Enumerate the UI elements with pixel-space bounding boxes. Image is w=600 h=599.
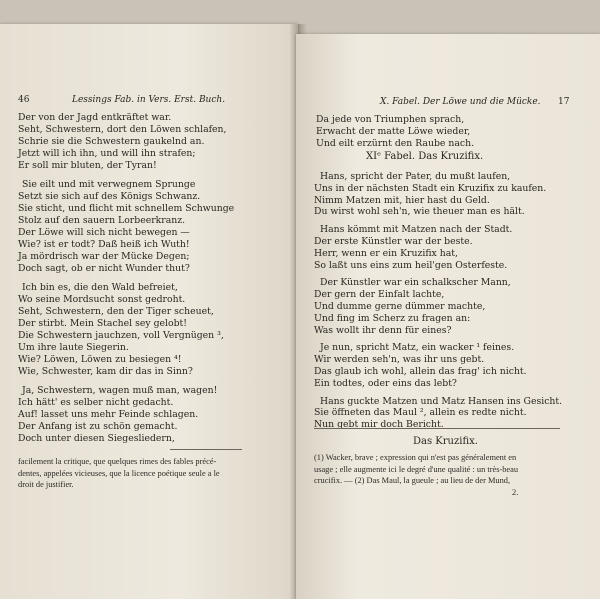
poem-line: Auf! lasset uns mehr Feinde schlagen. <box>18 409 199 420</box>
poem-line: Ja mördrisch war der Mücke Degen; <box>18 251 190 262</box>
poem-line: Und fing im Scherz zu fragen an: <box>314 312 471 324</box>
footnote-line: dentes, appelées vicieuses, que la licence poétique seule a le <box>18 468 220 478</box>
poem-line: Und dumme gerne dümmer machte, <box>314 301 486 312</box>
poem-line: Sie sticht, und flicht mit schnellem Schwunge <box>18 203 235 214</box>
page-number-right: 17 <box>558 97 570 107</box>
poem-line: Der erste Künstler war der beste. <box>314 236 473 247</box>
poem-line: Ja, Schwestern, wagen muß man, wagen! <box>22 385 218 396</box>
poem-line: Der Löwe will sich nicht bewegen — <box>18 227 190 238</box>
poem-line: Jetzt will ich ihn, und will ihn strafen; <box>18 148 196 159</box>
poem-line: Doch unter diesen Siegesliedern, <box>18 433 175 444</box>
left-page <box>0 24 298 599</box>
poem-line: Uns in der nächsten Stadt ein Kruzifix zu kaufen. <box>314 182 547 194</box>
poem-line: Da jede von Triumphen sprach, <box>316 114 465 125</box>
poem-line: Der von der Jagd entkräftet war. <box>18 112 172 123</box>
poem-line: Seht, Schwestern, den der Tiger scheuet, <box>18 306 214 317</box>
poem-line: Herr, wenn er ein Kruzifix hat, <box>314 247 458 259</box>
page-number-left: 46 <box>18 95 30 105</box>
footnote-rule-left <box>170 449 242 450</box>
poem-line: Der gern der Einfalt lachte, <box>314 289 445 301</box>
poem-line: Hans, spricht der Pater, du mußt laufen, <box>320 171 511 182</box>
poem-line: So laßt uns eins zum heil'gen Osterfeste. <box>314 259 508 271</box>
poem-line: Der stirbt. Mein Stachel sey gelobt! <box>18 318 188 329</box>
poem-line: Nimm Matzen mit, hier hast du Geld. <box>314 194 490 206</box>
poem-line: Ich hätt' es selber nicht gedacht. <box>18 397 174 408</box>
poem-line: Hans kömmt mit Matzen nach der Stadt. <box>320 224 513 236</box>
poem-line: Und eilt erzürnt den Raube nach. <box>316 138 475 149</box>
running-head-right: X. Fabel. Der Löwe und die Mücke. <box>380 97 541 107</box>
poem-line: Wir werden seh'n, was ihr uns gebt. <box>314 354 485 366</box>
running-head-left: Lessings Fab. in Vers. Erst. Buch. <box>72 95 226 105</box>
poem-line: Erwacht der matte Löwe wieder, <box>316 126 471 137</box>
poem-line: Hans guckte Matzen und Matz Hansen ins Gesicht. <box>320 395 563 407</box>
footnote-title: Das Kruzifix. <box>413 436 478 447</box>
poem-line: Nun gebt mir doch Bericht. <box>314 419 444 431</box>
poem-line: Wie, Schwester, kam dir das in Sinn? <box>18 366 193 377</box>
poem-line: Ich bin es, die den Wald befreiet, <box>22 282 178 293</box>
poem-line: Sie eilt und mit verwegnem Sprunge <box>22 179 196 190</box>
footnote-rule-right <box>314 428 560 429</box>
poem-line: Wie? Löwen, Löwen zu besiegen ⁴! <box>18 354 182 365</box>
poem-line: Was wollt ihr denn für eines? <box>314 324 452 336</box>
poem-line: Du wirst wohl seh'n, wie theuer man es hält. <box>314 206 525 218</box>
footnote-line: 2. <box>512 487 519 497</box>
poem-line: Wie? ist er todt? Daß heiß ich Wuth! <box>18 239 190 250</box>
poem-line: Sie öffneten das Maul ², allein es redte nicht. <box>314 407 527 419</box>
poem-line: Die Schwestern jauchzen, voll Vergnügen ³, <box>18 330 224 341</box>
poem-line: Um ihre laute Siegerin. <box>18 342 129 353</box>
footnote-line: crucifix. — (2) Das Maul, la gueule ; au lieu de der Mund, <box>314 476 511 485</box>
poem-line: Schrie sie die Schwestern gaukelnd an. <box>18 136 205 147</box>
poem-line: Wo seine Mordsucht sonst gedroht. <box>18 294 186 305</box>
poem-line: Setzt sie sich auf des Königs Schwanz. <box>18 191 201 202</box>
footnote-line: facilement la critique, que quelques rimes des fables précé- <box>18 457 217 466</box>
footnote-line: droit de justifier. <box>18 480 74 489</box>
poem-line: Doch sagt, ob er nicht Wunder thut? <box>18 263 190 274</box>
fable-title: XIᵉ Fabel. Das Kruzifix. <box>366 151 484 162</box>
right-page <box>296 34 600 599</box>
poem-line: Der Anfang ist zu schön gemacht. <box>18 421 178 432</box>
footnote-line: usage ; elle augmente ici le degré d'une qualité : un très-beau <box>314 464 519 474</box>
poem-line: Das glaub ich wohl, allein das frag' ich nicht. <box>314 366 527 377</box>
poem-line: Der Künstler war ein schalkscher Mann, <box>320 277 511 289</box>
footnote-line: (1) Wacker, brave ; expression qui n'est pas généralement en <box>314 453 517 462</box>
poem-line: Je nun, spricht Matz, ein wacker ¹ feines. <box>320 342 515 354</box>
poem-line: Er soll mir bluten, der Tyran! <box>18 160 157 171</box>
poem-line: Seht, Schwestern, dort den Löwen schlafen, <box>18 124 227 135</box>
poem-line: Ein todtes, oder eins das lebt? <box>314 377 457 389</box>
poem-line: Stolz auf den sauern Lorbeerkranz. <box>18 215 186 226</box>
